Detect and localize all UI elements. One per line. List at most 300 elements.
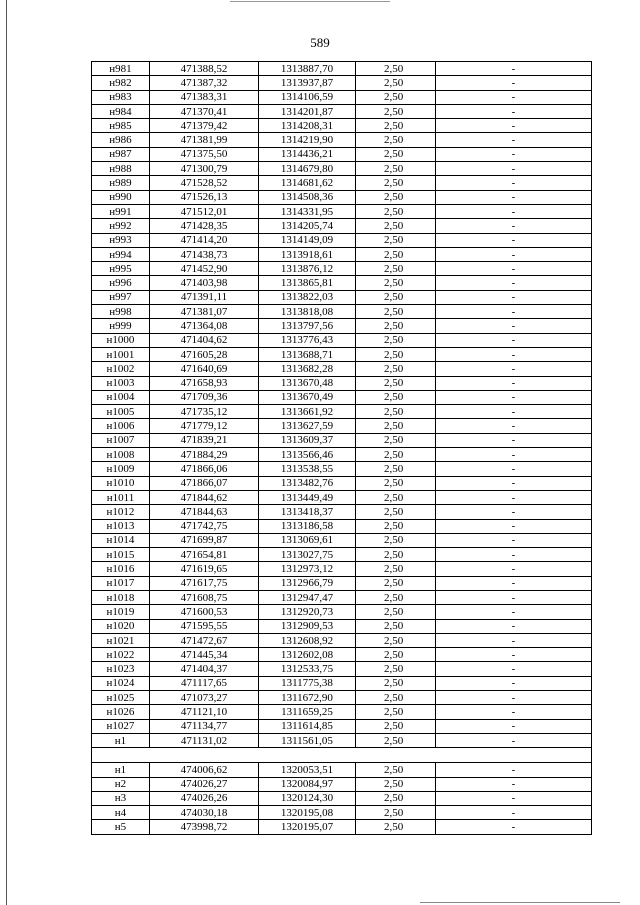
- point-name-cell: н1014: [92, 533, 150, 547]
- point-name-cell: н3: [92, 791, 150, 805]
- y-coordinate-cell: 1311561,05: [259, 733, 356, 747]
- x-coordinate-cell: 471866,06: [150, 462, 259, 476]
- table-row: [92, 276, 592, 290]
- error-cell: 2,50: [356, 419, 436, 433]
- table-row: [92, 362, 592, 376]
- y-coordinate-cell: 1313609,37: [259, 433, 356, 447]
- note-cell: -: [436, 233, 592, 247]
- note-cell: -: [436, 147, 592, 161]
- point-name-cell: н5: [92, 820, 150, 834]
- x-coordinate-cell: 471375,50: [150, 147, 259, 161]
- x-coordinate-cell: 471383,31: [150, 90, 259, 104]
- error-cell: 2,50: [356, 820, 436, 834]
- x-coordinate-cell: 471364,08: [150, 319, 259, 333]
- blank-row: [92, 748, 592, 763]
- table-row: [92, 347, 592, 361]
- table-row: [92, 719, 592, 733]
- x-coordinate-cell: 471438,73: [150, 247, 259, 261]
- point-name-cell: н996: [92, 276, 150, 290]
- point-name-cell: н1016: [92, 562, 150, 576]
- table-row: [92, 133, 592, 147]
- error-cell: 2,50: [356, 190, 436, 204]
- x-coordinate-cell: 471073,27: [150, 691, 259, 705]
- error-cell: 2,50: [356, 505, 436, 519]
- point-name-cell: н1: [92, 733, 150, 747]
- y-coordinate-cell: 1314149,09: [259, 233, 356, 247]
- point-name-cell: н1005: [92, 405, 150, 419]
- table-row: [92, 605, 592, 619]
- note-cell: -: [436, 319, 592, 333]
- y-coordinate-cell: 1311775,38: [259, 676, 356, 690]
- y-coordinate-cell: 1313670,49: [259, 390, 356, 404]
- scan-edge-left: [6, 0, 7, 905]
- scan-edge-top: [230, 1, 390, 2]
- x-coordinate-cell: 471121,10: [150, 705, 259, 719]
- error-cell: 2,50: [356, 233, 436, 247]
- table-row: [92, 676, 592, 690]
- x-coordinate-cell: 471387,32: [150, 76, 259, 90]
- error-cell: 2,50: [356, 319, 436, 333]
- error-cell: 2,50: [356, 405, 436, 419]
- point-name-cell: н1023: [92, 662, 150, 676]
- x-coordinate-cell: 471866,07: [150, 476, 259, 490]
- error-cell: 2,50: [356, 290, 436, 304]
- y-coordinate-cell: 1312947,47: [259, 590, 356, 604]
- x-coordinate-cell: 471619,65: [150, 562, 259, 576]
- note-cell: -: [436, 90, 592, 104]
- y-coordinate-cell: 1320195,07: [259, 820, 356, 834]
- point-name-cell: н1007: [92, 433, 150, 447]
- note-cell: -: [436, 548, 592, 562]
- point-name-cell: н992: [92, 219, 150, 233]
- error-cell: 2,50: [356, 162, 436, 176]
- error-cell: 2,50: [356, 376, 436, 390]
- error-cell: 2,50: [356, 448, 436, 462]
- note-cell: -: [436, 719, 592, 733]
- error-cell: 2,50: [356, 777, 436, 791]
- y-coordinate-cell: 1313418,37: [259, 505, 356, 519]
- note-cell: -: [436, 691, 592, 705]
- x-coordinate-cell: 471134,77: [150, 719, 259, 733]
- y-coordinate-cell: 1313449,49: [259, 490, 356, 504]
- note-cell: -: [436, 619, 592, 633]
- note-cell: -: [436, 104, 592, 118]
- table-row: [92, 162, 592, 176]
- note-cell: -: [436, 162, 592, 176]
- scan-edge-bottom: [420, 902, 620, 903]
- note-cell: -: [436, 390, 592, 404]
- note-cell: -: [436, 605, 592, 619]
- x-coordinate-cell: 471844,63: [150, 505, 259, 519]
- table-row: [92, 247, 592, 261]
- y-coordinate-cell: 1314331,95: [259, 204, 356, 218]
- error-cell: 2,50: [356, 219, 436, 233]
- y-coordinate-cell: 1320124,30: [259, 791, 356, 805]
- x-coordinate-cell: 471640,69: [150, 362, 259, 376]
- error-cell: 2,50: [356, 333, 436, 347]
- note-cell: -: [436, 190, 592, 204]
- table-row: [92, 648, 592, 662]
- error-cell: 2,50: [356, 262, 436, 276]
- error-cell: 2,50: [356, 305, 436, 319]
- note-cell: -: [436, 176, 592, 190]
- x-coordinate-cell: 471117,65: [150, 676, 259, 690]
- error-cell: 2,50: [356, 562, 436, 576]
- note-cell: -: [436, 204, 592, 218]
- x-coordinate-cell: 474006,62: [150, 763, 259, 777]
- y-coordinate-cell: 1314508,36: [259, 190, 356, 204]
- table-row: [92, 691, 592, 705]
- point-name-cell: н1022: [92, 648, 150, 662]
- point-name-cell: н1026: [92, 705, 150, 719]
- point-name-cell: н983: [92, 90, 150, 104]
- y-coordinate-cell: 1313670,48: [259, 376, 356, 390]
- note-cell: -: [436, 276, 592, 290]
- table-row: [92, 562, 592, 576]
- y-coordinate-cell: 1314219,90: [259, 133, 356, 147]
- note-cell: -: [436, 662, 592, 676]
- error-cell: 2,50: [356, 490, 436, 504]
- x-coordinate-cell: 471600,53: [150, 605, 259, 619]
- point-name-cell: н1006: [92, 419, 150, 433]
- point-name-cell: н995: [92, 262, 150, 276]
- table-row: [92, 576, 592, 590]
- point-name-cell: н985: [92, 119, 150, 133]
- x-coordinate-cell: 471699,87: [150, 533, 259, 547]
- y-coordinate-cell: 1312533,75: [259, 662, 356, 676]
- table-row: [92, 490, 592, 504]
- error-cell: 2,50: [356, 104, 436, 118]
- error-cell: 2,50: [356, 705, 436, 719]
- error-cell: 2,50: [356, 147, 436, 161]
- point-name-cell: н1002: [92, 362, 150, 376]
- y-coordinate-cell: 1312602,08: [259, 648, 356, 662]
- x-coordinate-cell: 471884,29: [150, 448, 259, 462]
- x-coordinate-cell: 471658,93: [150, 376, 259, 390]
- table-row: [92, 433, 592, 447]
- table-row: [92, 104, 592, 118]
- point-name-cell: н1024: [92, 676, 150, 690]
- y-coordinate-cell: 1313682,28: [259, 362, 356, 376]
- y-coordinate-cell: 1313865,81: [259, 276, 356, 290]
- note-cell: -: [436, 705, 592, 719]
- y-coordinate-cell: 1313661,92: [259, 405, 356, 419]
- point-name-cell: н997: [92, 290, 150, 304]
- point-name-cell: н990: [92, 190, 150, 204]
- note-cell: -: [436, 419, 592, 433]
- section-separator: [92, 748, 592, 763]
- note-cell: -: [436, 733, 592, 747]
- table-row: [92, 705, 592, 719]
- table-row: [92, 548, 592, 562]
- error-cell: 2,50: [356, 119, 436, 133]
- y-coordinate-cell: 1320084,97: [259, 777, 356, 791]
- note-cell: -: [436, 648, 592, 662]
- error-cell: 2,50: [356, 733, 436, 747]
- error-cell: 2,50: [356, 247, 436, 261]
- table-row: [92, 590, 592, 604]
- x-coordinate-cell: 474026,27: [150, 777, 259, 791]
- point-name-cell: н2: [92, 777, 150, 791]
- table-row: [92, 90, 592, 104]
- note-cell: -: [436, 119, 592, 133]
- table-row: [92, 233, 592, 247]
- x-coordinate-cell: 471414,20: [150, 233, 259, 247]
- y-coordinate-cell: 1313797,56: [259, 319, 356, 333]
- note-cell: -: [436, 305, 592, 319]
- table-row: [92, 376, 592, 390]
- table-row: [92, 305, 592, 319]
- note-cell: -: [436, 76, 592, 90]
- x-coordinate-cell: 471595,55: [150, 619, 259, 633]
- y-coordinate-cell: 1313937,87: [259, 76, 356, 90]
- x-coordinate-cell: 471472,67: [150, 633, 259, 647]
- table-row: [92, 147, 592, 161]
- note-cell: -: [436, 806, 592, 820]
- point-name-cell: н991: [92, 204, 150, 218]
- table-row: [92, 333, 592, 347]
- coordinates-section-a: [92, 62, 592, 748]
- x-coordinate-cell: 471654,81: [150, 548, 259, 562]
- note-cell: -: [436, 405, 592, 419]
- y-coordinate-cell: 1313918,61: [259, 247, 356, 261]
- y-coordinate-cell: 1313688,71: [259, 347, 356, 361]
- error-cell: 2,50: [356, 791, 436, 805]
- table-row: [92, 462, 592, 476]
- point-name-cell: н1021: [92, 633, 150, 647]
- table-row: [92, 405, 592, 419]
- table-row: [92, 791, 592, 805]
- note-cell: -: [436, 262, 592, 276]
- y-coordinate-cell: 1313027,75: [259, 548, 356, 562]
- x-coordinate-cell: 471512,01: [150, 204, 259, 218]
- note-cell: -: [436, 519, 592, 533]
- table-row: [92, 176, 592, 190]
- table-row: [92, 319, 592, 333]
- table-row: [92, 62, 592, 76]
- y-coordinate-cell: 1312909,53: [259, 619, 356, 633]
- error-cell: 2,50: [356, 605, 436, 619]
- table-row: [92, 806, 592, 820]
- point-name-cell: н1001: [92, 347, 150, 361]
- error-cell: 2,50: [356, 763, 436, 777]
- x-coordinate-cell: 471528,52: [150, 176, 259, 190]
- x-coordinate-cell: 471779,12: [150, 419, 259, 433]
- error-cell: 2,50: [356, 204, 436, 218]
- y-coordinate-cell: 1314681,62: [259, 176, 356, 190]
- note-cell: -: [436, 590, 592, 604]
- x-coordinate-cell: 471605,28: [150, 347, 259, 361]
- point-name-cell: н1017: [92, 576, 150, 590]
- table-row: [92, 662, 592, 676]
- error-cell: 2,50: [356, 676, 436, 690]
- error-cell: 2,50: [356, 390, 436, 404]
- note-cell: -: [436, 476, 592, 490]
- table-row: [92, 733, 592, 747]
- y-coordinate-cell: 1314205,74: [259, 219, 356, 233]
- error-cell: 2,50: [356, 347, 436, 361]
- note-cell: -: [436, 62, 592, 76]
- table-row: [92, 519, 592, 533]
- table-row: [92, 619, 592, 633]
- x-coordinate-cell: 471608,75: [150, 590, 259, 604]
- error-cell: 2,50: [356, 590, 436, 604]
- y-coordinate-cell: 1311659,25: [259, 705, 356, 719]
- y-coordinate-cell: 1314679,80: [259, 162, 356, 176]
- point-name-cell: н1010: [92, 476, 150, 490]
- x-coordinate-cell: 471742,75: [150, 519, 259, 533]
- x-coordinate-cell: 473998,72: [150, 820, 259, 834]
- point-name-cell: н998: [92, 305, 150, 319]
- table-row: [92, 419, 592, 433]
- y-coordinate-cell: 1314106,59: [259, 90, 356, 104]
- error-cell: 2,50: [356, 719, 436, 733]
- table-row: [92, 448, 592, 462]
- note-cell: -: [436, 247, 592, 261]
- note-cell: -: [436, 219, 592, 233]
- x-coordinate-cell: 471844,62: [150, 490, 259, 504]
- point-name-cell: н1018: [92, 590, 150, 604]
- table-row: [92, 820, 592, 834]
- table-row: [92, 777, 592, 791]
- table-row: [92, 204, 592, 218]
- point-name-cell: н986: [92, 133, 150, 147]
- y-coordinate-cell: 1314201,87: [259, 104, 356, 118]
- x-coordinate-cell: 471300,79: [150, 162, 259, 176]
- point-name-cell: н1027: [92, 719, 150, 733]
- table-row: [92, 290, 592, 304]
- error-cell: 2,50: [356, 633, 436, 647]
- note-cell: -: [436, 533, 592, 547]
- table-row: [92, 533, 592, 547]
- table-row: [92, 219, 592, 233]
- x-coordinate-cell: 471403,98: [150, 276, 259, 290]
- note-cell: -: [436, 791, 592, 805]
- error-cell: 2,50: [356, 576, 436, 590]
- error-cell: 2,50: [356, 476, 436, 490]
- point-name-cell: н981: [92, 62, 150, 76]
- y-coordinate-cell: 1313482,76: [259, 476, 356, 490]
- x-coordinate-cell: 471404,37: [150, 662, 259, 676]
- point-name-cell: н984: [92, 104, 150, 118]
- error-cell: 2,50: [356, 548, 436, 562]
- note-cell: -: [436, 820, 592, 834]
- x-coordinate-cell: 471445,34: [150, 648, 259, 662]
- y-coordinate-cell: 1312966,79: [259, 576, 356, 590]
- x-coordinate-cell: 471428,35: [150, 219, 259, 233]
- point-name-cell: н989: [92, 176, 150, 190]
- point-name-cell: н1020: [92, 619, 150, 633]
- y-coordinate-cell: 1313822,03: [259, 290, 356, 304]
- note-cell: -: [436, 676, 592, 690]
- note-cell: -: [436, 362, 592, 376]
- note-cell: -: [436, 633, 592, 647]
- point-name-cell: н988: [92, 162, 150, 176]
- x-coordinate-cell: 474030,18: [150, 806, 259, 820]
- table-row: [92, 476, 592, 490]
- note-cell: -: [436, 562, 592, 576]
- table-row: [92, 763, 592, 777]
- table-row: [92, 190, 592, 204]
- point-name-cell: н1025: [92, 691, 150, 705]
- note-cell: -: [436, 347, 592, 361]
- table-row: [92, 76, 592, 90]
- y-coordinate-cell: 1313186,58: [259, 519, 356, 533]
- note-cell: -: [436, 462, 592, 476]
- table-row: [92, 505, 592, 519]
- error-cell: 2,50: [356, 462, 436, 476]
- error-cell: 2,50: [356, 519, 436, 533]
- error-cell: 2,50: [356, 619, 436, 633]
- error-cell: 2,50: [356, 806, 436, 820]
- page-number: 589: [310, 35, 330, 50]
- table-row: [92, 262, 592, 276]
- point-name-cell: н1008: [92, 448, 150, 462]
- x-coordinate-cell: 471839,21: [150, 433, 259, 447]
- y-coordinate-cell: 1313818,08: [259, 305, 356, 319]
- error-cell: 2,50: [356, 362, 436, 376]
- error-cell: 2,50: [356, 62, 436, 76]
- y-coordinate-cell: 1314436,21: [259, 147, 356, 161]
- error-cell: 2,50: [356, 691, 436, 705]
- note-cell: -: [436, 777, 592, 791]
- note-cell: -: [436, 333, 592, 347]
- point-name-cell: н1: [92, 763, 150, 777]
- table-row: [92, 119, 592, 133]
- x-coordinate-cell: 471379,42: [150, 119, 259, 133]
- y-coordinate-cell: 1311614,85: [259, 719, 356, 733]
- point-name-cell: н1000: [92, 333, 150, 347]
- x-coordinate-cell: 471404,62: [150, 333, 259, 347]
- coordinates-table: [91, 61, 592, 835]
- y-coordinate-cell: 1313776,43: [259, 333, 356, 347]
- note-cell: -: [436, 763, 592, 777]
- error-cell: 2,50: [356, 76, 436, 90]
- point-name-cell: н982: [92, 76, 150, 90]
- error-cell: 2,50: [356, 533, 436, 547]
- coordinates-section-b: [92, 763, 592, 834]
- note-cell: -: [436, 576, 592, 590]
- table-row: [92, 390, 592, 404]
- x-coordinate-cell: 471131,02: [150, 733, 259, 747]
- error-cell: 2,50: [356, 176, 436, 190]
- point-name-cell: н993: [92, 233, 150, 247]
- point-name-cell: н987: [92, 147, 150, 161]
- y-coordinate-cell: 1312920,73: [259, 605, 356, 619]
- point-name-cell: н4: [92, 806, 150, 820]
- y-coordinate-cell: 1314208,31: [259, 119, 356, 133]
- x-coordinate-cell: 474026,26: [150, 791, 259, 805]
- error-cell: 2,50: [356, 648, 436, 662]
- note-cell: -: [436, 448, 592, 462]
- table-row: [92, 633, 592, 647]
- point-name-cell: н1003: [92, 376, 150, 390]
- point-name-cell: н1004: [92, 390, 150, 404]
- error-cell: 2,50: [356, 90, 436, 104]
- x-coordinate-cell: 471452,90: [150, 262, 259, 276]
- note-cell: -: [436, 376, 592, 390]
- note-cell: -: [436, 433, 592, 447]
- point-name-cell: н1009: [92, 462, 150, 476]
- y-coordinate-cell: 1312608,92: [259, 633, 356, 647]
- note-cell: -: [436, 505, 592, 519]
- y-coordinate-cell: 1313627,59: [259, 419, 356, 433]
- point-name-cell: н994: [92, 247, 150, 261]
- x-coordinate-cell: 471391,11: [150, 290, 259, 304]
- x-coordinate-cell: 471709,36: [150, 390, 259, 404]
- x-coordinate-cell: 471381,99: [150, 133, 259, 147]
- note-cell: -: [436, 490, 592, 504]
